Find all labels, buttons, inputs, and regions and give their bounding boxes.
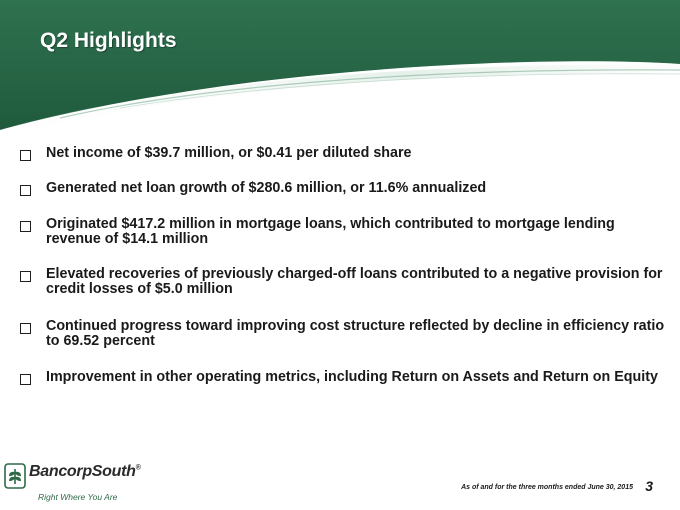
checkbox-bullet-icon (20, 221, 31, 232)
bullet-text: Continued progress toward improving cost structure reflected by decline in efficiency ratio to 69.52 percent (46, 318, 665, 349)
checkbox-bullet-icon (20, 185, 31, 196)
footnote: As of and for the three months ended June 30, 2015 (461, 484, 633, 491)
bancorpsouth-logo (4, 459, 204, 504)
checkbox-bullet-icon (20, 150, 31, 161)
bullet-item (20, 267, 670, 297)
header-banner (0, 0, 680, 140)
bullet-item (20, 217, 670, 247)
logo-tagline: Right Where You Are (38, 492, 118, 502)
wheat-shield-icon (4, 463, 26, 489)
page-number: 3 (645, 478, 653, 494)
bullet-text: Generated net loan growth of $280.6 million, or 11.6% annualized (46, 180, 487, 196)
slide-title: Q2 Highlights (40, 29, 177, 52)
bullet-item (20, 146, 670, 161)
checkbox-bullet-icon (20, 271, 31, 282)
bullet-item (20, 181, 670, 196)
bullet-text: Originated $417.2 million in mortgage loans, which contributed to mortgage lending revenue of $14.1 million (46, 216, 615, 247)
checkbox-bullet-icon (20, 374, 31, 385)
checkbox-bullet-icon (20, 323, 31, 334)
logo-wordmark: BancorpSouth® (29, 463, 141, 480)
bullet-text: Improvement in other operating metrics, including Return on Assets and Return on Equity (46, 369, 658, 385)
bullet-text: Net income of $39.7 million, or $0.41 per diluted share (46, 145, 412, 161)
header-swoosh (0, 0, 680, 140)
bullet-text: Elevated recoveries of previously charged-off loans contributed to a negative provision for credit losses of $5.0 million (46, 266, 663, 297)
bullet-item (20, 370, 670, 385)
bullet-item (20, 319, 670, 349)
